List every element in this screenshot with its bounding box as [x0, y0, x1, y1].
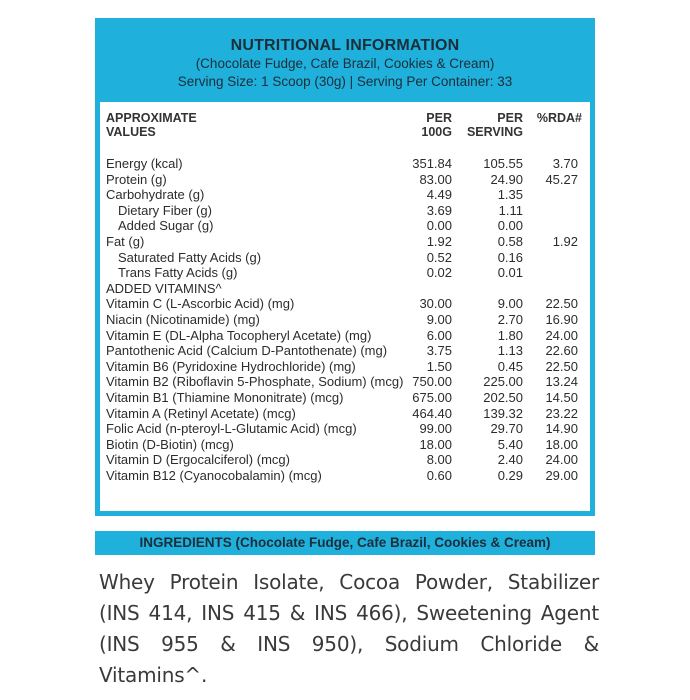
value-per-serving: 29.70	[490, 421, 523, 437]
ingredients-heading: INGREDIENTS (Chocolate Fudge, Cafe Brazil, Cookies & Cream)	[95, 531, 595, 555]
nutrient-name: Vitamin B1 (Thiamine Mononitrate) (mcg)	[106, 389, 344, 405]
table-row	[100, 312, 590, 328]
col-header-per100g-line2: 100G	[421, 125, 452, 139]
value-rda: 3.70	[552, 156, 578, 171]
value-per-100g: 0.00	[426, 218, 452, 234]
nutrient-name: Vitamin A (Retinyl Acetate) (mcg)	[106, 405, 296, 421]
value-per-100g: 3.69	[426, 202, 452, 218]
nutrient-name: ADDED VITAMINS^	[106, 280, 222, 296]
value-per-100g: 1.92	[426, 233, 452, 249]
value-per-100g: 8.00	[426, 452, 452, 468]
value-per-100g: 9.00	[426, 311, 452, 327]
col-header-rda: %RDA#	[536, 111, 582, 125]
nutrition-table	[100, 156, 590, 483]
col-header-values-line2: VALUES	[106, 125, 156, 139]
value-per-serving: 105.55	[483, 156, 523, 171]
col-header-per100g-line1: PER	[426, 111, 452, 125]
value-rda: 23.22	[545, 405, 578, 421]
nutrient-name: Added Sugar (g)	[118, 218, 214, 234]
nutrient-name: Niacin (Nicotinamide) (mg)	[106, 311, 260, 327]
value-rda: 22.50	[545, 358, 578, 374]
nutrient-name: Saturated Fatty Acids (g)	[118, 249, 262, 265]
table-row	[100, 234, 590, 250]
nutrient-name: Vitamin E (DL-Alpha Tocopheryl Acetate) (mg)	[106, 327, 372, 343]
table-row	[100, 374, 590, 390]
value-per-serving: 225.00	[483, 374, 523, 390]
col-header-perserving	[467, 111, 523, 139]
value-per-100g: 4.49	[426, 187, 452, 203]
value-per-serving: 0.16	[497, 249, 523, 265]
table-row	[100, 296, 590, 312]
nutrient-name: Protein (g)	[106, 171, 167, 187]
value-per-serving: 139.32	[483, 405, 523, 421]
table-row	[100, 328, 590, 344]
value-per-serving: 0.45	[497, 358, 523, 374]
value-rda: 1.92	[552, 233, 578, 249]
table-row	[100, 452, 590, 468]
col-header-values-line1: APPROXIMATE	[106, 111, 197, 125]
value-rda: 16.90	[545, 311, 578, 327]
table-row	[100, 187, 590, 203]
value-per-100g: 6.00	[426, 327, 452, 343]
table-row	[100, 343, 590, 359]
value-per-serving: 5.40	[497, 436, 523, 452]
nutrient-name: Pantothenic Acid (Calcium D-Pantothenate) (mg)	[106, 343, 388, 359]
value-rda: 29.00	[545, 467, 578, 483]
value-rda: 22.60	[545, 343, 578, 359]
value-rda: 24.00	[545, 452, 578, 468]
value-per-100g: 18.00	[419, 436, 452, 452]
value-per-serving: 1.35	[497, 187, 523, 203]
nutrient-name: Energy (kcal)	[106, 156, 183, 171]
value-rda: 13.24	[545, 374, 578, 390]
table-row	[100, 281, 590, 297]
nutrient-name: Vitamin D (Ergocalciferol) (mcg)	[106, 452, 290, 468]
col-header-per100g	[421, 111, 452, 139]
value-per-100g: 30.00	[419, 296, 452, 312]
value-per-100g: 0.52	[426, 249, 452, 265]
value-per-100g: 0.02	[426, 265, 452, 281]
value-per-serving: 0.00	[497, 218, 523, 234]
flavours-line: (Chocolate Fudge, Cafe Brazil, Cookies & Cream)	[195, 56, 495, 71]
nutrient-name: Trans Fatty Acids (g)	[118, 265, 238, 281]
value-per-serving: 0.29	[497, 467, 523, 483]
value-per-serving: 1.11	[498, 202, 523, 218]
value-per-100g: 99.00	[419, 421, 452, 437]
value-per-100g: 1.50	[426, 358, 452, 374]
value-per-100g: 464.40	[412, 405, 452, 421]
value-per-serving: 9.00	[497, 296, 523, 312]
value-rda: 14.90	[545, 421, 578, 437]
column-headers	[100, 102, 590, 146]
nutrient-name: Carbohydrate (g)	[106, 187, 205, 203]
table-row	[100, 421, 590, 437]
table-row	[100, 250, 590, 266]
table-row	[100, 265, 590, 281]
value-rda: 14.50	[545, 389, 578, 405]
value-per-serving: 202.50	[483, 389, 523, 405]
nutrient-name: Folic Acid (n-pteroyl-L-Glutamic Acid) (mcg)	[106, 421, 357, 437]
col-header-perserving-line1: PER	[497, 111, 523, 125]
nutrient-name: Vitamin B12 (Cyanocobalamin) (mcg)	[106, 467, 322, 483]
nutrient-name: Fat (g)	[106, 233, 145, 249]
value-per-serving: 24.90	[490, 171, 523, 187]
nutrition-header	[100, 23, 590, 102]
value-rda: 18.00	[545, 436, 578, 452]
value-rda: 24.00	[545, 327, 578, 343]
value-per-serving: 0.58	[497, 233, 523, 249]
table-row	[100, 218, 590, 234]
nutrient-name: Dietary Fiber (g)	[118, 202, 212, 218]
col-header-perserving-line2: SERVING	[466, 125, 523, 139]
value-rda: 45.27	[545, 171, 578, 187]
value-per-100g: 3.75	[426, 343, 452, 359]
value-rda: 22.50	[545, 296, 578, 312]
table-row	[100, 468, 590, 484]
table-row	[100, 406, 590, 422]
value-per-serving: 1.13	[497, 343, 523, 359]
value-per-100g: 83.00	[419, 171, 452, 187]
value-per-100g: 351.84	[412, 156, 452, 171]
value-per-serving: 2.70	[497, 311, 523, 327]
value-per-100g: 0.60	[426, 467, 452, 483]
table-row	[100, 390, 590, 406]
value-per-serving: 2.40	[497, 452, 523, 468]
col-header-values	[106, 111, 197, 139]
nutrient-name: Vitamin C (L-Ascorbic Acid) (mg)	[106, 296, 295, 312]
table-row	[100, 359, 590, 375]
nutrition-panel	[95, 18, 595, 516]
table-row	[100, 172, 590, 188]
nutrient-name: Biotin (D-Biotin) (mcg)	[106, 436, 234, 452]
serving-line: Serving Size: 1 Scoop (30g) | Serving Per Container: 33	[177, 74, 513, 89]
nutrient-name: Vitamin B2 (Riboflavin 5-Phosphate, Sodium) (mcg)	[106, 374, 404, 390]
value-per-serving: 0.01	[497, 265, 523, 281]
nutrition-title: NUTRITIONAL INFORMATION	[230, 37, 460, 54]
table-row	[100, 437, 590, 453]
table-row	[100, 156, 590, 172]
value-per-100g: 750.00	[412, 374, 452, 390]
value-per-serving: 1.80	[497, 327, 523, 343]
ingredients-text: Whey Protein Isolate, Cocoa Powder, Stabilizer (INS 414, INS 415 & INS 466), Sweetening Agent (INS 955 & INS 950), Sodium Chloride & Vitamins^.	[99, 570, 599, 687]
table-row	[100, 203, 590, 219]
nutrient-name: Vitamin B6 (Pyridoxine Hydrochloride) (mg)	[106, 358, 356, 374]
value-per-100g: 675.00	[412, 389, 452, 405]
